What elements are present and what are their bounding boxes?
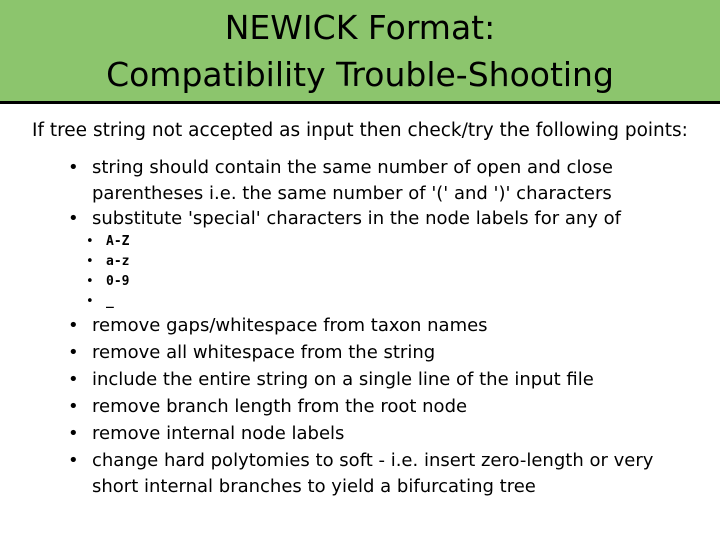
subitem-uppercase: • A-Z — [106, 232, 129, 252]
bullet-internal-node-labels: • remove internal node labels — [92, 421, 344, 447]
bullet-parentheses-line-1: string should contain the same number of open and close — [92, 157, 613, 178]
bullet-parentheses — [92, 155, 613, 207]
bullet-polytomies-line-2: short internal branches to yield a bifurcating tree — [92, 476, 536, 497]
bullet-root-branch-length: • remove branch length from the root node — [92, 394, 467, 420]
bullet-single-line: • include the entire string on a single line of the input file — [92, 367, 594, 393]
bullet-remove-whitespace: • remove all whitespace from the string — [92, 340, 435, 366]
title-line-2: Compatibility Trouble-Shooting — [106, 55, 614, 94]
bullet-remove-gaps: • remove gaps/whitespace from taxon names — [92, 313, 488, 339]
intro-text: If tree string not accepted as input then check/try the following points: — [32, 120, 688, 141]
subitem-underscore: • _ — [106, 292, 114, 312]
title-band — [0, 0, 720, 104]
subitem-lowercase: • a-z — [106, 252, 129, 272]
bullet-parentheses-line-2: parentheses i.e. the same number of '(' and ')' characters — [92, 183, 612, 204]
bullet-polytomies-line-1: change hard polytomies to soft - i.e. insert zero-length or very — [92, 450, 654, 471]
title-line-1: NEWICK Format: — [224, 8, 496, 47]
bullet-special-characters: • substitute 'special' characters in the node labels for any of — [92, 206, 621, 232]
bullet-polytomies — [92, 448, 653, 500]
subitem-digits: • 0-9 — [106, 272, 129, 292]
